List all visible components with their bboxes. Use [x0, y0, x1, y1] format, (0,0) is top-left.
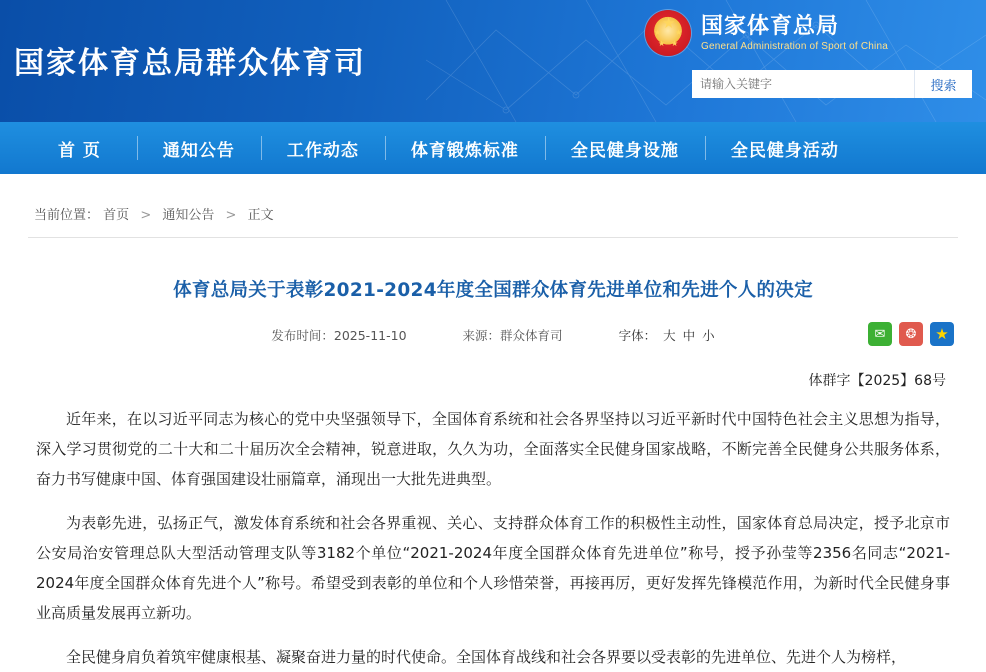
- organization-branding: [645, 10, 888, 56]
- font-size-switcher: [619, 326, 715, 344]
- article-paragraph: 近年来，在以习近平同志为核心的党中央坚强领导下，全国体育系统和社会各界坚持以习近平新时代中国特色社会主义思想为指导，深入学习贯彻党的二十大和二十届历次全会精神，锐意进取，久久为功，全面落实全民健身国家战略，不断完善全民健身公共服务体系，奋力书写健康中国、体育强国建设壮丽篇章，涌现出一大批先进典型。: [36, 410, 950, 488]
- breadcrumb-prefix: 当前位置：: [34, 208, 100, 223]
- breadcrumb-separator: >: [140, 208, 152, 223]
- share-buttons: [868, 322, 954, 346]
- breadcrumb-item-current: 正文: [247, 208, 274, 223]
- font-size-medium[interactable]: 中: [682, 328, 696, 343]
- wechat-share-icon[interactable]: ✉: [868, 322, 892, 346]
- article-paragraph: 全民健身肩负着筑牢健康根基、凝聚奋进力量的时代使命。全国体育战线和社会各界要以受表彰的先进单位、先进个人为榜样，: [66, 648, 907, 666]
- nav-item-exercise-standards[interactable]: 体育锻炼标准: [385, 122, 545, 174]
- article-source-label: 来源：: [462, 328, 501, 343]
- organization-name-cn: 国家体育总局: [701, 14, 840, 39]
- main-navigation: [0, 122, 986, 174]
- nav-item-work-updates[interactable]: 工作动态: [261, 122, 385, 174]
- font-size-small[interactable]: 小: [702, 328, 715, 343]
- font-size-label: 字体：: [618, 328, 657, 343]
- article-paragraph: 为表彰先进，弘扬正气，激发体育系统和社会各界重视、关心、支持群众体育工作的积极性主动性，国家体育总局决定，授予北京市公安局治安管理总队大型活动管理支队等3182个单位“2021-2024年度全国群众体育先进单位”称号，授予孙莹等2356名同志“2021-2024年度全国群众体育先进个人”称号。希望受到表彰的单位和个人珍惜荣誉，再接再厉，更好发挥先锋模范作用，为新时代全民健身事业高质量发展再立新功。: [36, 514, 950, 622]
- page-title: 体育总局关于表彰2021-2024年度全国群众体育先进单位和先进个人的决定: [173, 280, 813, 301]
- breadcrumb-item-notices[interactable]: 通知公告: [162, 208, 215, 223]
- weibo-share-icon[interactable]: ❂: [899, 322, 923, 346]
- font-size-large[interactable]: 大: [663, 328, 676, 343]
- search-button[interactable]: 搜索: [914, 70, 972, 98]
- breadcrumb: [28, 174, 958, 238]
- nav-item-home[interactable]: 首 页: [58, 140, 101, 161]
- publish-time-label: 发布时间：: [271, 328, 334, 343]
- breadcrumb-item-home[interactable]: 首页: [103, 208, 130, 223]
- nav-item-notices[interactable]: 通知公告: [137, 122, 261, 174]
- publish-time-value: 2025-11-10: [333, 328, 407, 343]
- favorite-star-icon[interactable]: ★: [930, 322, 954, 346]
- breadcrumb-separator: >: [225, 208, 237, 223]
- publish-time: [271, 326, 406, 344]
- nav-item-fitness-facilities[interactable]: 全民健身设施: [545, 122, 705, 174]
- organization-name-en: General Administration of Sport of China: [701, 40, 888, 52]
- article-meta: [28, 326, 958, 344]
- nav-item-fitness-activities[interactable]: 全民健身活动: [705, 122, 865, 174]
- site-header: [0, 0, 986, 122]
- document-number: 体群字【2025】68号: [808, 373, 946, 389]
- article-source: [463, 326, 563, 344]
- article-source-value: 群众体育司: [500, 328, 563, 343]
- page-content: [0, 174, 986, 672]
- search-input[interactable]: [692, 70, 914, 98]
- search-bar[interactable]: [692, 70, 972, 98]
- article-body: [28, 404, 958, 672]
- national-emblem-icon: ★ ★ ★ ★ ★: [645, 10, 691, 56]
- site-title: 国家体育总局群众体育司: [14, 46, 366, 81]
